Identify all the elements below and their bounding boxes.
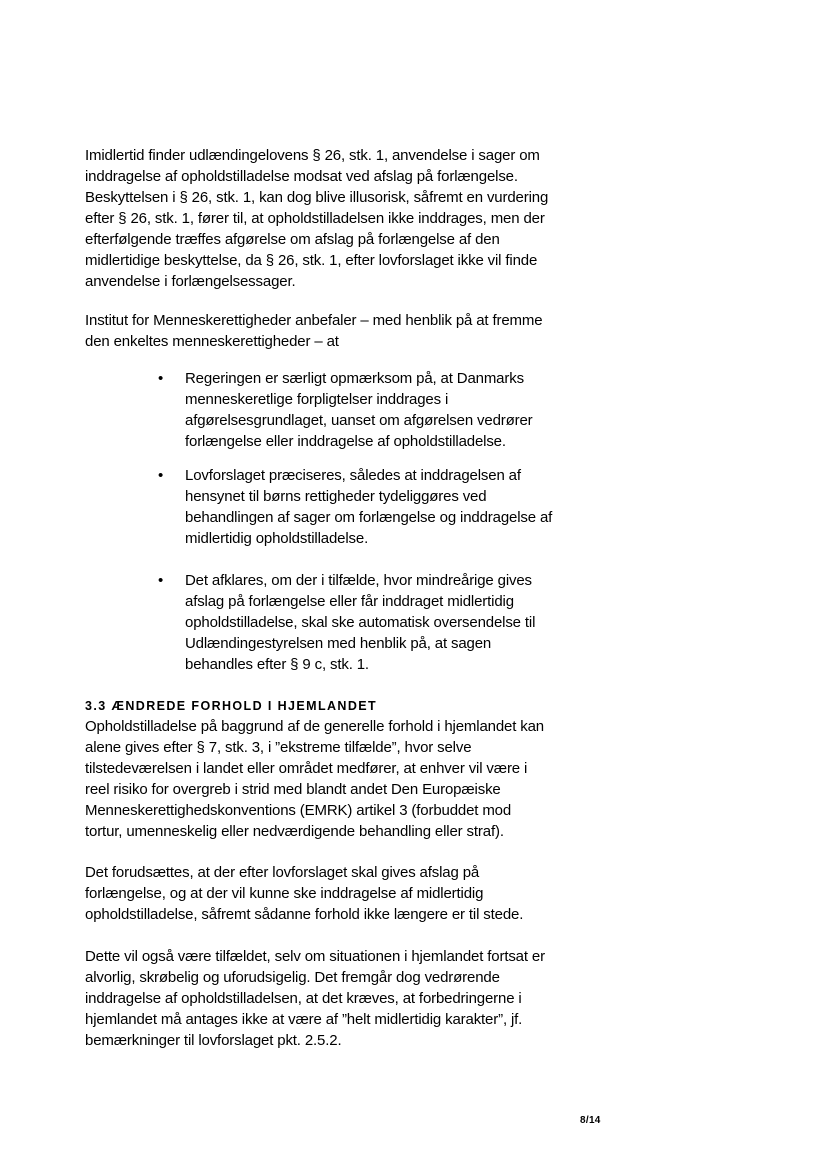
text-line: Dette vil også være tilfældet, selv om situationen i hjemlandet fortsat er: [85, 948, 545, 965]
text-line: Opholdstilladelse på baggrund af de generelle forhold i hjemlandet kan: [85, 718, 544, 735]
text-line: forlængelse, og at der vil kunne ske inddragelse af midlertidig: [85, 885, 484, 902]
bullet-icon: •: [158, 370, 164, 387]
text-line: efterfølgende træffes afgørelse om afslag på forlængelse af den: [85, 231, 500, 248]
text-line: behandlingen af sager om forlængelse og inddragelse af: [185, 509, 553, 526]
text-line: midlertidige beskyttelse, da § 26, stk. 1, efter lovforslaget ikke vil finde: [85, 252, 538, 269]
text-line: efter § 26, stk. 1, fører til, at opholdstilladelsen ikke inddrages, men der: [85, 210, 545, 227]
text-line: tortur, umenneskelig eller nedværdigende behandling eller straf).: [85, 823, 504, 840]
text-line: afgørelsesgrundlaget, uanset om afgørelsen vedrører: [185, 412, 533, 429]
section-heading: 3.3 ÆNDREDE FORHOLD I HJEMLANDET: [85, 699, 378, 713]
paragraph-situation: [85, 946, 585, 1051]
recommendation-list: [156, 368, 576, 452]
paragraph-recommendation-intro: [85, 310, 585, 352]
text-line: Det afklares, om der i tilfælde, hvor mindreårige gives: [185, 572, 532, 589]
text-line: hjemlandet må antages ikke at være af ”helt midlertidig karakter”, jf.: [85, 1011, 523, 1028]
text-line: Lovforslaget præciseres, således at inddragelsen af: [185, 467, 521, 484]
paragraph-general-conditions: [85, 716, 585, 842]
text-line: bemærkninger til lovforslaget pkt. 2.5.2.: [85, 1032, 342, 1049]
text-line: Udlændingestyrelsen med henblik på, at sagen: [185, 635, 492, 652]
text-line: Regeringen er særligt opmærksom på, at Danmarks: [185, 370, 524, 387]
text-line: alene gives efter § 7, stk. 3, i ”ekstreme tilfælde”, hvor selve: [85, 739, 472, 756]
list-item: [156, 368, 576, 452]
text-line: menneskeretlige forpligtelser inddrages i: [185, 391, 449, 408]
text-line: Imidlertid finder udlændingelovens § 26, stk. 1, anvendelse i sager om: [85, 147, 540, 164]
text-line: Beskyttelsen i § 26, stk. 1, kan dog blive illusorisk, såfremt en vurdering: [85, 189, 549, 206]
text-line: Det forudsættes, at der efter lovforslaget skal gives afslag på: [85, 864, 480, 881]
recommendation-list: [156, 570, 576, 675]
text-line: alvorlig, skrøbelig og uforudsigelig. Det fremgår dog vedrørende: [85, 969, 500, 986]
text-line: tilstedeværelsen i landet eller området medfører, at enhver vil være i: [85, 760, 528, 777]
text-line: forlængelse eller inddragelse af opholdstilladelse.: [185, 433, 506, 450]
list-item: [156, 570, 576, 675]
text-line: opholdstilladelse, såfremt sådanne forhold ikke længere er til stede.: [85, 906, 524, 923]
recommendation-list: [156, 465, 576, 549]
list-item: [156, 465, 576, 549]
text-line: reel risiko for overgreb i strid med blandt andet Den Europæiske: [85, 781, 501, 798]
text-line: inddragelse af opholdstilladelse modsat ved afslag på forlængelse.: [85, 168, 518, 185]
text-line: den enkeltes menneskerettigheder – at: [85, 333, 339, 350]
page-number: 8/14: [580, 1115, 601, 1126]
text-line: afslag på forlængelse eller får inddraget midlertidig: [185, 593, 514, 610]
text-line: midlertidig opholdstilladelse.: [185, 530, 369, 547]
bullet-icon: •: [158, 572, 164, 589]
text-line: Menneskerettighedskonventions (EMRK) artikel 3 (forbuddet mod: [85, 802, 512, 819]
text-line: Institut for Menneskerettigheder anbefaler – med henblik på at fremme: [85, 312, 543, 329]
text-line: behandles efter § 9 c, stk. 1.: [185, 656, 369, 673]
text-line: opholdstilladelse, skal ske automatisk oversendelse til: [185, 614, 536, 631]
text-line: hensynet til børns rettigheder tydeliggøres ved: [185, 488, 487, 505]
paragraph-art26: [85, 145, 585, 292]
bullet-icon: •: [158, 467, 164, 484]
text-line: inddragelse af opholdstilladelsen, at det kræves, at forbedringerne i: [85, 990, 522, 1007]
text-line: anvendelse i forlængelsessager.: [85, 273, 296, 290]
paragraph-assumption: [85, 862, 585, 925]
